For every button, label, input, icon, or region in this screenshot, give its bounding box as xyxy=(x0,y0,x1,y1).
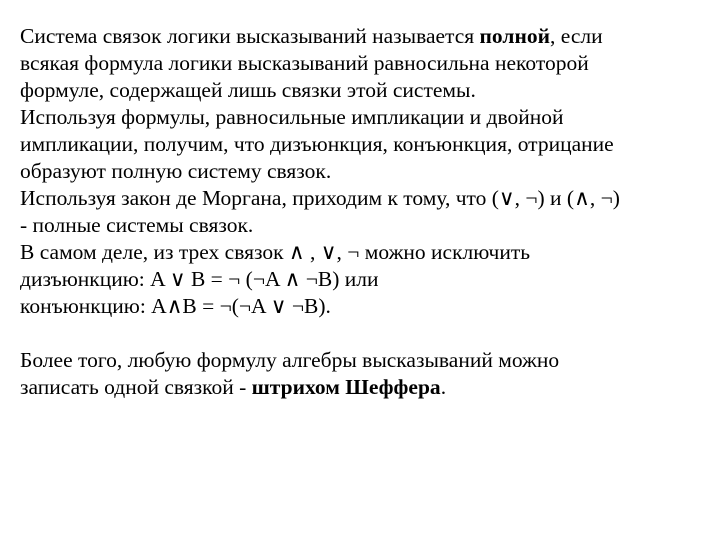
text-run: Система связок логики высказываний называется xyxy=(20,24,480,48)
paragraph-gap xyxy=(20,320,710,347)
text-line: - полные системы связок. xyxy=(20,213,254,237)
text-line: Используя закон де Моргана, приходим к тому, что (∨, ¬) и (∧, ¬) xyxy=(20,186,620,210)
text-line xyxy=(20,374,710,401)
text-line: Используя формулы, равносильные импликации и двойной xyxy=(20,105,564,129)
term-polnoy: полной xyxy=(479,24,550,48)
text-line: всякая формула логики высказываний равносильна некоторой xyxy=(20,51,589,75)
formula-line: дизъюнкцию: A ∨ B = ¬ (¬A ∧ ¬B) или xyxy=(20,267,379,291)
text-line: импликации, получим, что дизъюнкция, конъюнкция, отрицание xyxy=(20,132,614,156)
slide-text xyxy=(20,23,710,401)
text-run: , если xyxy=(549,24,603,48)
text-line: образуют полную систему связок. xyxy=(20,159,332,183)
text-run: . xyxy=(440,375,447,399)
text-line: В самом деле, из трех связок ∧ , ∨, ¬ можно исключить xyxy=(20,240,531,264)
text-line xyxy=(20,23,710,50)
text-line: Более того, любую формулу алгебры высказываний можно xyxy=(20,348,560,372)
term-sheffer-stroke: штрихом Шеффера xyxy=(251,375,441,399)
text-run: записать одной связкой - xyxy=(20,375,252,399)
text-line: формуле, содержащей лишь связки этой системы. xyxy=(20,78,476,102)
formula-line: конъюнкцию: A∧B = ¬(¬A ∨ ¬B). xyxy=(20,294,331,318)
